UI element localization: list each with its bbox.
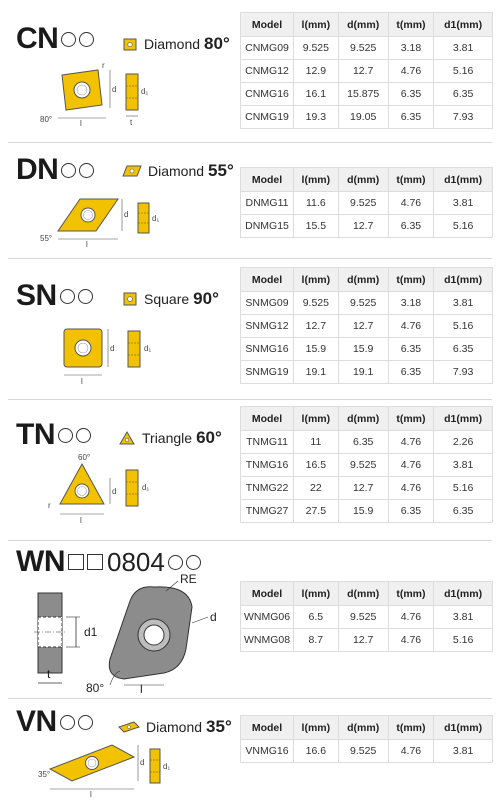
- code-text: CN: [16, 22, 59, 55]
- header-l: l(mm): [294, 13, 339, 37]
- cell: 4.76: [388, 740, 434, 763]
- cell: 9.525: [294, 292, 339, 315]
- cell: 6.35: [434, 338, 493, 361]
- table-row: [241, 60, 493, 83]
- dim-d: d: [110, 344, 115, 353]
- shape-angle: 60°: [196, 428, 222, 447]
- cell: 12.7: [294, 315, 339, 338]
- dim-l: l: [81, 377, 83, 386]
- dim-d: d: [140, 758, 145, 767]
- table-row: [241, 740, 493, 763]
- diamond-shape-icon: [118, 721, 140, 733]
- cell: 11: [294, 431, 339, 454]
- cell: 8.7: [294, 629, 339, 652]
- cell: 9.525: [338, 740, 388, 763]
- insert-code-vn: [16, 705, 93, 739]
- placeholder-circle-icon: [186, 555, 201, 570]
- table-row: [241, 431, 493, 454]
- cell: 3.81: [434, 292, 493, 315]
- dim-d1: d₁: [163, 762, 171, 771]
- cn-insert-diagram: [40, 60, 220, 130]
- tn-insert-diagram: [40, 453, 220, 536]
- cell: 22: [294, 477, 339, 500]
- insert-code-sn: [16, 279, 93, 313]
- cell: 7.93: [434, 361, 493, 384]
- table-row: [241, 215, 493, 238]
- dn-insert-diagram: [40, 189, 220, 249]
- header-d1: d1(mm): [434, 407, 493, 431]
- code-text: WN: [16, 545, 65, 578]
- sn-insert-diagram: [40, 321, 220, 391]
- dim-l: l: [80, 119, 82, 128]
- cell: 9.525: [338, 606, 388, 629]
- cell: 4.76: [388, 431, 434, 454]
- cell: 16.1: [294, 83, 339, 106]
- table-row: [241, 477, 493, 500]
- header-d1: d1(mm): [434, 716, 493, 740]
- cell: TNMG16: [241, 454, 294, 477]
- dim-d1: d₁: [144, 344, 152, 353]
- cell: 3.81: [434, 192, 493, 215]
- dim-l: l: [80, 516, 82, 525]
- header-l: l(mm): [294, 582, 339, 606]
- cell: 12.7: [338, 215, 388, 238]
- cell: 15.9: [338, 338, 388, 361]
- cell: 5.16: [434, 477, 493, 500]
- cell: 19.05: [338, 106, 388, 129]
- cell: CNMG16: [241, 83, 294, 106]
- table-row: [241, 292, 493, 315]
- cell: 9.525: [338, 454, 388, 477]
- placeholder-circle-icon: [58, 428, 73, 443]
- cell: 4.76: [388, 315, 434, 338]
- header-model: Model: [241, 13, 294, 37]
- cell: 6.35: [388, 215, 434, 238]
- placeholder-circle-icon: [168, 555, 183, 570]
- spec-table-sn: [240, 267, 493, 384]
- dim-d: d: [112, 487, 117, 496]
- insert-code-wn: [16, 545, 201, 579]
- wn-insert-diagram: [14, 572, 239, 696]
- header-d: d(mm): [338, 168, 388, 192]
- square-shape-icon: [122, 291, 138, 307]
- header-model: Model: [241, 582, 294, 606]
- section-dn: [0, 143, 500, 258]
- cell: 16.5: [294, 454, 339, 477]
- cell: 5.16: [434, 215, 493, 238]
- code-text: VN: [16, 705, 57, 738]
- header-model: Model: [241, 268, 294, 292]
- code-text: TN: [16, 418, 55, 451]
- cell: 12.7: [338, 477, 388, 500]
- table-header-row: [241, 407, 493, 431]
- cell: 27.5: [294, 500, 339, 523]
- table-row: [241, 315, 493, 338]
- table-row: [241, 361, 493, 384]
- header-t: t(mm): [388, 13, 434, 37]
- cell: 9.525: [294, 37, 339, 60]
- cell: WNMG08: [241, 629, 294, 652]
- dim-l: l: [140, 682, 143, 696]
- cell: 6.35: [338, 431, 388, 454]
- header-d: d(mm): [338, 716, 388, 740]
- placeholder-circle-icon: [78, 289, 93, 304]
- cell: 4.76: [388, 606, 434, 629]
- cell: 19.1: [338, 361, 388, 384]
- placeholder-circle-icon: [79, 32, 94, 47]
- shape-angle: 90°: [193, 289, 219, 308]
- dim-re: RE: [180, 572, 197, 586]
- placeholder-circle-icon: [78, 715, 93, 730]
- cell: 4.76: [388, 454, 434, 477]
- shape-label-sn: [122, 289, 219, 309]
- table-row: [241, 192, 493, 215]
- header-d1: d1(mm): [434, 268, 493, 292]
- cell: 4.76: [388, 477, 434, 500]
- spec-table-wn: [240, 581, 493, 652]
- cell: 15.9: [338, 500, 388, 523]
- cell: 12.7: [338, 629, 388, 652]
- diamond-shape-icon: [122, 36, 138, 52]
- shape-name: Diamond: [144, 36, 201, 52]
- shape-angle: 35°: [206, 717, 232, 736]
- cell: 6.35: [388, 500, 434, 523]
- placeholder-circle-icon: [60, 715, 75, 730]
- shape-name: Diamond: [146, 719, 203, 735]
- dim-d: d: [112, 85, 117, 94]
- cell: 6.5: [294, 606, 339, 629]
- cell: DNMG11: [241, 192, 294, 215]
- spec-table-cn: [240, 12, 493, 129]
- cell: 12.9: [294, 60, 339, 83]
- header-t: t(mm): [388, 268, 434, 292]
- table-row: [241, 83, 493, 106]
- header-l: l(mm): [294, 168, 339, 192]
- insert-code-dn: [16, 153, 94, 187]
- shape-label-vn: [118, 717, 232, 737]
- section-cn: [0, 0, 500, 140]
- placeholder-square-icon: [87, 554, 103, 570]
- cell: 3.81: [434, 37, 493, 60]
- header-d: d(mm): [338, 407, 388, 431]
- diagram-angle: 55°: [40, 234, 53, 243]
- code-text: SN: [16, 279, 57, 312]
- cell: 15.9: [294, 338, 339, 361]
- table-header-row: [241, 268, 493, 292]
- cell: 4.76: [388, 192, 434, 215]
- cell: SNMG16: [241, 338, 294, 361]
- diagram-angle: 35°: [38, 770, 51, 779]
- dim-d1: d1: [84, 625, 98, 639]
- table-header-row: [241, 582, 493, 606]
- cell: 5.16: [434, 315, 493, 338]
- dim-d: d: [124, 210, 129, 219]
- dim-r: r: [102, 61, 105, 70]
- cell: TNMG11: [241, 431, 294, 454]
- header-d: d(mm): [338, 13, 388, 37]
- shape-angle: 80°: [204, 34, 230, 53]
- cell: CNMG09: [241, 37, 294, 60]
- shape-name: Triangle: [142, 430, 193, 446]
- triangle-shape-icon: [118, 430, 136, 446]
- cell: 6.35: [388, 361, 434, 384]
- placeholder-circle-icon: [60, 289, 75, 304]
- dim-l: l: [86, 240, 88, 249]
- cell: TNMG22: [241, 477, 294, 500]
- size-code: 0804: [106, 546, 165, 577]
- placeholder-circle-icon: [61, 32, 76, 47]
- header-d: d(mm): [338, 268, 388, 292]
- dim-t: t: [47, 667, 51, 681]
- table-row: [241, 338, 493, 361]
- placeholder-circle-icon: [61, 163, 76, 178]
- diagram-angle: 60°: [78, 453, 91, 462]
- cell: TNMG27: [241, 500, 294, 523]
- shape-name: Diamond: [148, 163, 205, 179]
- cell: 3.18: [388, 37, 434, 60]
- header-t: t(mm): [388, 168, 434, 192]
- cell: SNMG09: [241, 292, 294, 315]
- cell: 6.35: [434, 83, 493, 106]
- placeholder-circle-icon: [76, 428, 91, 443]
- dim-d1: d₁: [142, 483, 150, 492]
- table-row: [241, 106, 493, 129]
- header-t: t(mm): [388, 407, 434, 431]
- cell: 19.3: [294, 106, 339, 129]
- table-header-row: [241, 168, 493, 192]
- cell: 7.93: [434, 106, 493, 129]
- table-row: [241, 37, 493, 60]
- dim-d1: d₁: [141, 87, 149, 96]
- cell: 15.875: [338, 83, 388, 106]
- section-tn: [0, 400, 500, 540]
- cell: 16.6: [294, 740, 339, 763]
- cell: DNMG15: [241, 215, 294, 238]
- cell: 3.81: [434, 606, 493, 629]
- cell: 9.525: [338, 37, 388, 60]
- header-model: Model: [241, 168, 294, 192]
- section-sn: [0, 259, 500, 399]
- header-t: t(mm): [388, 716, 434, 740]
- cell: 6.35: [388, 338, 434, 361]
- cell: 4.76: [388, 60, 434, 83]
- cell: 6.35: [388, 83, 434, 106]
- table-row: [241, 629, 493, 652]
- dim-t: t: [130, 118, 133, 127]
- diamond-shape-icon: [122, 164, 142, 178]
- spec-table-tn: [240, 406, 493, 523]
- cell: 3.81: [434, 740, 493, 763]
- cell: WNMG06: [241, 606, 294, 629]
- cell: 3.81: [434, 454, 493, 477]
- dim-d: d: [210, 610, 217, 624]
- table-row: [241, 500, 493, 523]
- cell: 12.7: [338, 315, 388, 338]
- cell: SNMG19: [241, 361, 294, 384]
- cell: SNMG12: [241, 315, 294, 338]
- shape-label-tn: [118, 428, 222, 448]
- shape-angle: 55°: [208, 161, 234, 180]
- header-t: t(mm): [388, 582, 434, 606]
- table-row: [241, 454, 493, 477]
- header-d: d(mm): [338, 582, 388, 606]
- shape-label-cn: [122, 34, 230, 54]
- header-d1: d1(mm): [434, 168, 493, 192]
- header-l: l(mm): [294, 268, 339, 292]
- section-vn: [0, 699, 500, 800]
- cell: CNMG12: [241, 60, 294, 83]
- placeholder-square-icon: [68, 554, 84, 570]
- cell: 6.35: [388, 106, 434, 129]
- spec-table-dn: [240, 167, 493, 238]
- dim-r: r: [48, 501, 51, 510]
- section-wn: [0, 541, 500, 696]
- shape-label-dn: [122, 161, 234, 181]
- vn-insert-diagram: [36, 737, 216, 797]
- dim-l: l: [90, 790, 92, 799]
- cell: 9.525: [338, 292, 388, 315]
- header-model: Model: [241, 407, 294, 431]
- cell: 5.16: [434, 60, 493, 83]
- code-text: DN: [16, 153, 59, 186]
- placeholder-circle-icon: [79, 163, 94, 178]
- diagram-angle: 80°: [40, 115, 53, 124]
- cell: 12.7: [338, 60, 388, 83]
- cell: 4.76: [388, 629, 434, 652]
- cell: 9.525: [338, 192, 388, 215]
- cell: CNMG19: [241, 106, 294, 129]
- cell: VNMG16: [241, 740, 294, 763]
- header-d1: d1(mm): [434, 582, 493, 606]
- diagram-angle: 80°: [86, 681, 105, 695]
- header-d1: d1(mm): [434, 13, 493, 37]
- cell: 11.6: [294, 192, 339, 215]
- table-header-row: [241, 13, 493, 37]
- cell: 15.5: [294, 215, 339, 238]
- cell: 2.26: [434, 431, 493, 454]
- cell: 6.35: [434, 500, 493, 523]
- shape-name: Square: [144, 291, 190, 307]
- insert-code-tn: [16, 418, 91, 452]
- spec-table-vn: [240, 715, 493, 763]
- cell: 5.16: [434, 629, 493, 652]
- header-model: Model: [241, 716, 294, 740]
- header-l: l(mm): [294, 716, 339, 740]
- table-row: [241, 606, 493, 629]
- insert-code-cn: [16, 22, 94, 56]
- cell: 3.18: [388, 292, 434, 315]
- header-l: l(mm): [294, 407, 339, 431]
- table-header-row: [241, 716, 493, 740]
- dim-d1: d₁: [152, 214, 160, 223]
- cell: 19.1: [294, 361, 339, 384]
